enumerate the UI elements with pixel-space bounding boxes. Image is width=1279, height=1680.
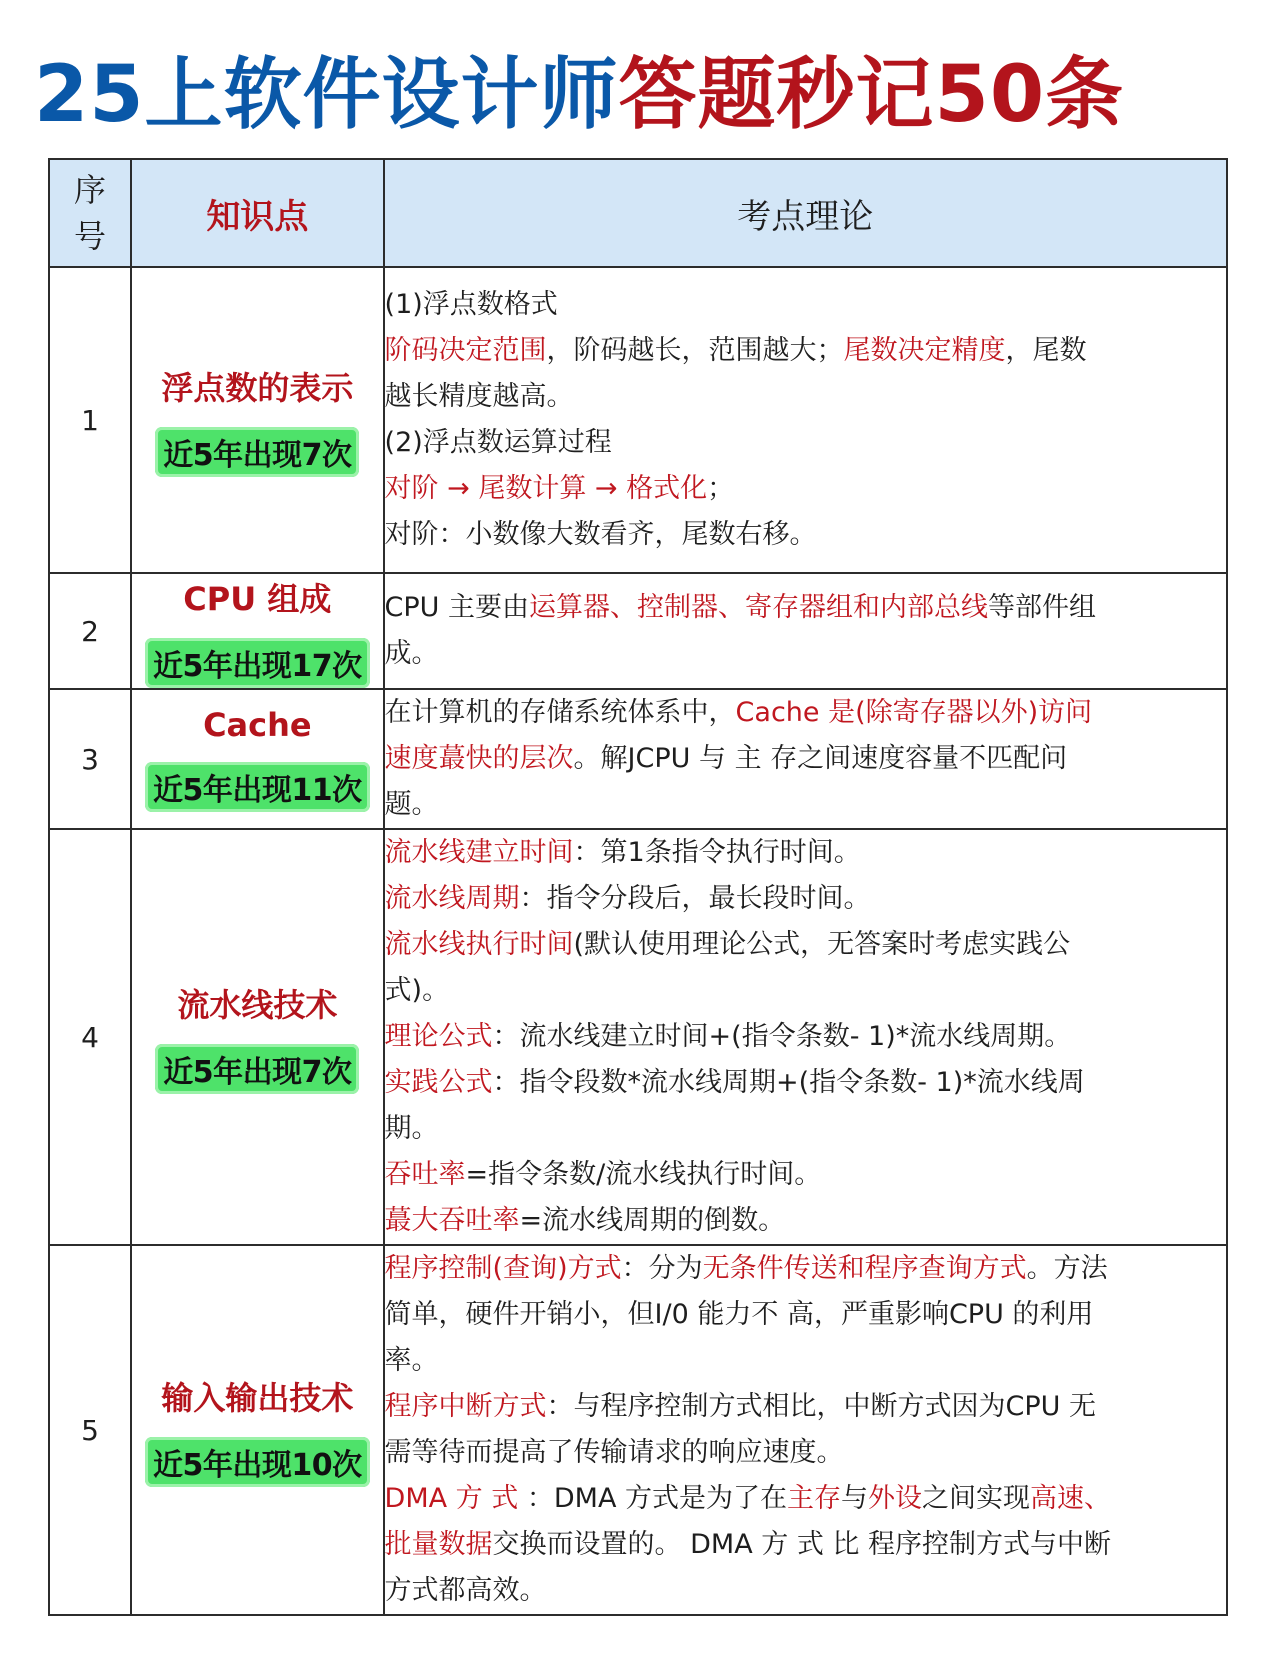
theory-line [385, 968, 1226, 1014]
theory-line [385, 1476, 1226, 1522]
body-text: CPU 主要由 [384, 592, 530, 623]
body-text: 率。 [384, 1345, 439, 1376]
highlight-text: 流水线周期 [384, 883, 520, 914]
theory-line [385, 512, 1226, 558]
page-title [34, 40, 1254, 150]
theory-line [385, 328, 1226, 374]
body-text: ，阶码越长，范围越大； [546, 335, 844, 366]
body-text: 之间实现 [922, 1483, 1030, 1514]
body-text: 题。 [384, 789, 439, 820]
knowledge-name: 输入输出技术 [161, 1379, 354, 1417]
row-number: 4 [49, 829, 131, 1245]
highlight-text: 高速、 [1030, 1483, 1111, 1514]
body-text: 期。 [384, 1113, 439, 1144]
header-theory: 考点理论 [384, 159, 1227, 267]
frequency-badge: 近5年出现11次 [145, 762, 370, 812]
table-row [49, 829, 1227, 1245]
theory-line [385, 1338, 1226, 1384]
highlight-text: 蕞大吞吐率 [384, 1205, 520, 1236]
highlight-text: 尾数决定精度 [843, 335, 1006, 366]
highlight-text: 程序中断方式 [384, 1391, 547, 1422]
highlight-text: 理论公式 [384, 1021, 493, 1052]
body-text: ，尾数 [1005, 335, 1087, 366]
body-text: 。方法 [1026, 1253, 1108, 1284]
body-text: ：DMA 方式是为了在 [526, 1483, 787, 1514]
table-row [49, 573, 1227, 689]
body-text: 方式都高效。 [384, 1575, 547, 1606]
knowledge-table [48, 158, 1228, 1616]
theory-line [385, 782, 1226, 828]
body-text: ：第1条指令执行时间。 [573, 837, 861, 868]
theory-line [385, 1152, 1226, 1198]
theory-line [385, 1522, 1226, 1568]
table-row [49, 689, 1227, 829]
highlight-text: 对阶 → 尾数计算 → 格式化 [384, 473, 708, 504]
body-text: ； [707, 473, 735, 504]
theory-line [385, 1384, 1226, 1430]
highlight-text: 实践公式 [384, 1067, 493, 1098]
body-text: =指令条数/流水线执行时间。 [465, 1159, 822, 1190]
table-header-row [49, 159, 1227, 267]
highlight-text: 吞吐率 [384, 1159, 466, 1190]
theory-line [385, 1014, 1226, 1060]
theory-line [385, 1568, 1226, 1614]
body-text: 在计算机的存储系统体系中， [384, 697, 736, 728]
theory-cell [384, 267, 1227, 573]
frequency-badge: 近5年出现17次 [145, 638, 370, 688]
frequency-badge: 近5年出现10次 [145, 1437, 370, 1487]
highlight-text: 流水线执行时间 [384, 929, 574, 960]
body-text: ：分为 [621, 1253, 703, 1284]
body-text: (默认使用理论公式，无答案时考虑实践公 [573, 929, 1071, 960]
body-text: (2)浮点数运算过程 [384, 427, 612, 458]
body-text: ：指令分段后，最长段时间。 [519, 883, 871, 914]
knowledge-name: 浮点数的表示 [161, 369, 354, 407]
knowledge-name: CPU 组成 [183, 580, 332, 618]
body-text: (1)浮点数格式 [384, 289, 558, 320]
knowledge-cell [131, 267, 383, 573]
body-text: 成。 [384, 638, 439, 669]
theory-line [385, 876, 1226, 922]
row-number: 2 [49, 573, 131, 689]
body-text: 简单，硬件开销小，但I/0 能力不 高，严重影响CPU 的利用 [384, 1299, 1094, 1330]
theory-line [385, 922, 1226, 968]
highlight-text: Cache 是(除寄存器以外)访问 [735, 697, 1093, 728]
theory-line [385, 585, 1226, 631]
knowledge-name: Cache [203, 706, 312, 744]
theory-line [385, 1430, 1226, 1476]
theory-line [385, 1106, 1226, 1152]
body-text: ：流水线建立时间+(指令条数- 1)*流水线周期。 [492, 1021, 1072, 1052]
knowledge-name: 流水线技术 [177, 986, 338, 1024]
row-number: 1 [49, 267, 131, 573]
title-part1: 25上软件设计师 [34, 50, 619, 140]
row-number: 3 [49, 689, 131, 829]
frequency-badge: 近5年出现7次 [155, 1044, 359, 1094]
body-text: 需等待而提高了传输请求的响应速度。 [384, 1437, 844, 1468]
highlight-text: DMA 方 式 [384, 1483, 527, 1514]
theory-line [385, 466, 1226, 512]
theory-cell [384, 829, 1227, 1245]
theory-line [385, 1060, 1226, 1106]
theory-line [385, 690, 1226, 736]
theory-line [385, 830, 1226, 876]
theory-line [385, 282, 1226, 328]
knowledge-cell [131, 689, 383, 829]
theory-line [385, 420, 1226, 466]
theory-cell [384, 1245, 1227, 1615]
table-row [49, 1245, 1227, 1615]
highlight-text: 流水线建立时间 [384, 837, 574, 868]
highlight-text: 外设 [868, 1483, 922, 1514]
body-text: ：与程序控制方式相比，中断方式因为CPU 无 [546, 1391, 1097, 1422]
highlight-text: 主存 [787, 1483, 841, 1514]
body-text: 对阶：小数像大数看齐，尾数右移。 [384, 519, 817, 550]
highlight-text: 运算器、控制器、寄存器组和内部总线 [529, 592, 989, 623]
theory-cell [384, 689, 1227, 829]
header-knowledge: 知识点 [131, 159, 383, 267]
theory-line [385, 374, 1226, 420]
knowledge-cell [131, 829, 383, 1245]
highlight-text: 批量数据 [384, 1529, 493, 1560]
highlight-text: 速度蕞快的层次 [384, 743, 574, 774]
body-text: 等部件组 [988, 592, 1097, 623]
body-text: 与 [841, 1483, 868, 1514]
body-text: 越长精度越高。 [384, 381, 574, 412]
theory-line [385, 631, 1226, 677]
frequency-badge: 近5年出现7次 [155, 427, 359, 477]
theory-line [385, 736, 1226, 782]
row-number: 5 [49, 1245, 131, 1615]
table-row [49, 267, 1227, 573]
highlight-text: 阶码决定范围 [384, 335, 547, 366]
knowledge-cell [131, 573, 383, 689]
body-text: =流水线周期的倒数。 [519, 1205, 786, 1236]
theory-line [385, 1246, 1226, 1292]
header-no: 序 号 [49, 159, 131, 267]
title-part2: 答题秒记50条 [618, 50, 1125, 140]
body-text: 交换而设置的。 DMA 方 式 比 程序控制方式与中断 [492, 1529, 1112, 1560]
theory-line [385, 1292, 1226, 1338]
theory-line [385, 1198, 1226, 1244]
highlight-text: 无条件传送和程序查询方式 [702, 1253, 1027, 1284]
highlight-text: 程序控制(查询)方式 [384, 1253, 622, 1284]
theory-cell [384, 573, 1227, 689]
knowledge-cell [131, 1245, 383, 1615]
body-text: 。解JCPU 与 主 存之间速度容量不匹配问 [573, 743, 1068, 774]
body-text: ：指令段数*流水线周期+(指令条数- 1)*流水线周 [492, 1067, 1085, 1098]
body-text: 式)。 [384, 975, 450, 1006]
